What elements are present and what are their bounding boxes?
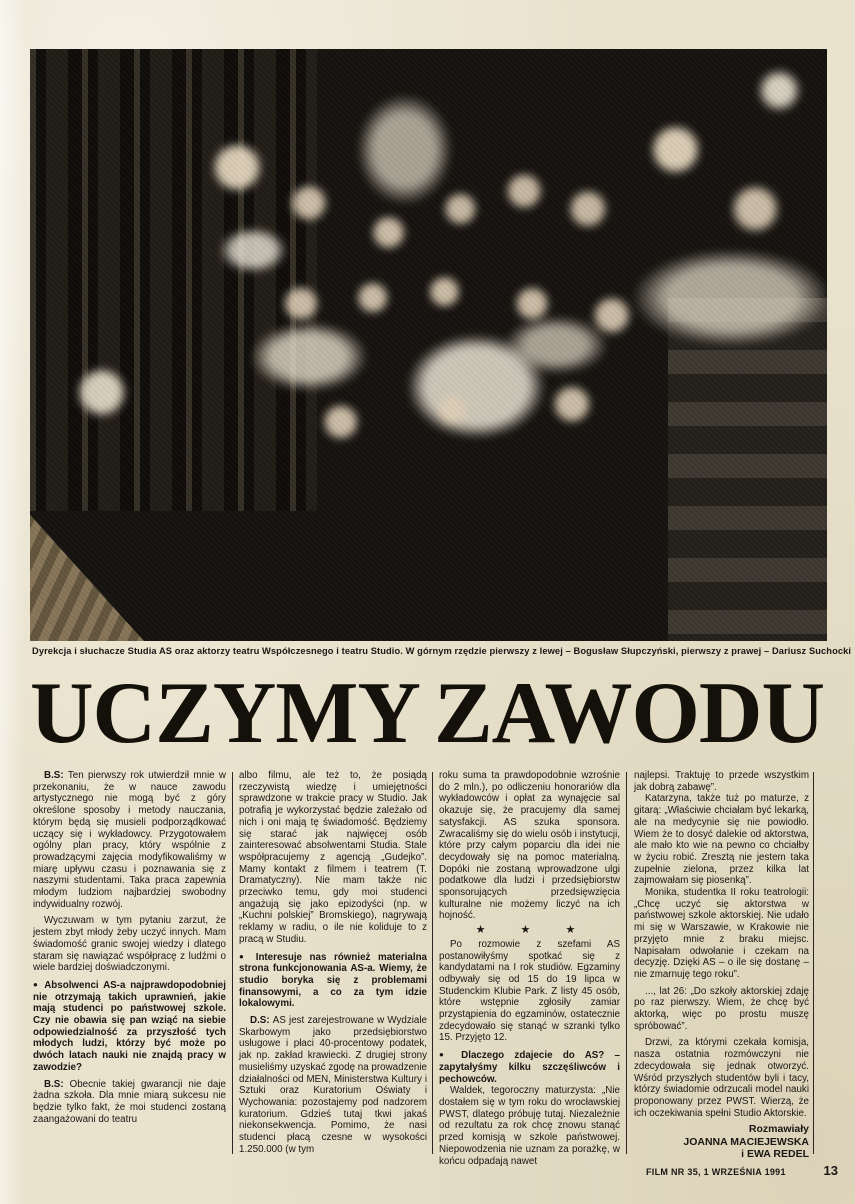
page-number: 13 xyxy=(823,1163,838,1178)
body-paragraph: Po rozmowie z szefami AS postanowiłyśmy spotkać się z kandydatami na I rok studiów. Egzaminy odbywały się od 15 do 19 lipca w Studenckim Klubie Park. Z listy 45 osób, które wstępnie zgłosiły zamiar przystąpienia do egzaminów, ostatecznie zdecydowało się stanąć w szranki tylko 15. Przyjęto 12. xyxy=(439,938,620,1044)
speaker-label: B.S: xyxy=(44,1078,70,1090)
article-column xyxy=(239,770,427,1156)
body-paragraph: B.S: Ten pierwszy rok utwierdził mnie w przekonaniu, że w nauce zawodu artystycznego nie mogą być z góry określone sposoby i metody nauczania, którym będą się musieli podporządkować uczący się i wykładowcy. Przygotowałem ogólny plan pracy, który wspólnie z prowadzącymi zajęcia modyfikowaliśmy w miarę upływu czasu i poznawania się z naszymi studentami. Taka praca zapewnia młodym ludziom najbardziej swobodny indywidualny rozwój. xyxy=(33,770,226,910)
byline: Rozmawiały JOANNA MACIEJEWSKA i EWA REDEL xyxy=(683,1123,809,1161)
body-paragraph: albo filmu, ale też to, że posiądą rzeczywistą wiedzę i umiejętności sprawdzone w trakcie pracy w Studio. Jak potrafią je wykorzystać będzie zależało od nich i oni mają tę świadomość. Będziemy się starać jak najwięcej osób zainteresować absolwentami Studia. Stale współpracujemy z agencją „Gudejko”. Mamy kontakt z filmem i teatrem (T. Dramatyczny). Nie mam także nic przeciwko temu, gdy moi studenci angażują się jako epizodyści (np. w „Kuchni polskiej” Bromskiego), nagrywają reklamy w radiu, o ile nie koliduje to z pracą w Studiu. xyxy=(239,770,427,945)
speaker-label: B.S: xyxy=(44,770,68,781)
body-paragraph: ..., lat 26: „Do szkoły aktorskiej zdaję po raz pierwszy. Wiem, że chcę być aktorką, więc po prostu muszę spróbować”. xyxy=(634,985,809,1032)
body-paragraph: Drzwi, za którymi czekała komisja, nasza ostatnia rozmówczyni nie zdecydowała się jednak otworzyć. Wśród przyszłych studentów byli i tacy, którzy świadomie odrzucali model nauki proponowany przez PWST. Wierzą, że ich oczekiwania spełni Studio Aktorskie. xyxy=(634,1037,809,1119)
headline-word: ZAWODU xyxy=(433,665,824,762)
interview-question: ● Interesuje nas również materialna strona funkcjonowania AS-a. Wiemy, że studio boryka się z problemami finansowymi, a co za tym idzie lokalowymi. xyxy=(239,951,428,1010)
article-photo xyxy=(30,49,827,641)
bullet-icon: ● xyxy=(439,1050,462,1060)
stars-separator: ★ ★ ★ xyxy=(475,924,592,937)
body-paragraph: Waldek, tegoroczny maturzysta: „Nie dostałem się w tym roku do wrocławskiej PWST, dlatego próbuję tutaj. Niezależnie od rezultatu za rok chcę znowu stanąć przed komisją w szkole państwowej. Niepowodzenia nie uznam za porażkę, w końcu odpadają nawet xyxy=(439,1085,620,1167)
photo-grain xyxy=(30,49,827,641)
body-paragraph: Monika, studentka II roku teatrologii: „Chcę uczyć się aktorstwa w państwowej szkole aktorskiej. Nie udało mi się w Warszawie, w Krakowie nie przyjęto mnie z braku miejsc. Napisałam odwołanie i czekam na decyzję. Dzięki AS – o ile się dostanę – nie zmarnuję tego roku”. xyxy=(634,887,809,980)
column-divider xyxy=(813,772,814,1154)
column-divider xyxy=(232,772,233,1154)
article-column xyxy=(33,770,226,1125)
body-paragraph: D.S: AS jest zarejestrowane w Wydziale Skarbowym jako przedsiębiorstwo usługowe i płaci 40-procentowy podatek, jak np. zakład krawiecki. Z drugiej strony musieliśmy uzyskać zgodę na prowadzenie działalności od MEN, Ministerstwa Kultury i Sztuki oraz Kuratorium Oświaty i Wychowania: pozostajemy pod nadzorem kuratorium. Gdzieś tutaj tkwi jakaś niekonsekwencja. Pomimo, że nasi studenci płacą czesne w wysokości 1.250.000 (w tym xyxy=(239,1015,427,1155)
article-body xyxy=(33,770,815,1167)
column-divider xyxy=(626,772,627,1154)
column-divider xyxy=(432,772,433,1154)
page-title xyxy=(30,664,824,764)
body-paragraph: B.S: Obecnie takiej gwarancji nie daje żadna szkoła. Dla mnie miarą sukcesu nie będzie tylko fakt, że moi studenci zostaną zaangażowani do teatru xyxy=(33,1078,226,1125)
speaker-label: D.S: xyxy=(250,1015,273,1027)
interview-question: ● Dlaczego zdajecie do AS? – zapytałyśmy kilku szczęśliwców i pechowców. xyxy=(439,1050,620,1085)
issue-info: FILM NR 35, 1 WRZEŚNIA 1991 xyxy=(646,1167,786,1177)
body-paragraph: Wyczuwam w tym pytaniu zarzut, że jestem zbyt młody żeby uczyć innych. Mam świadomość granic swojej wiedzy i dlatego staram się nawiązać współpracę z ludźmi o wiele bardziej doświadczonymi. xyxy=(33,915,226,974)
article-column xyxy=(634,770,809,1161)
headline-word: UCZYMY xyxy=(30,665,420,762)
interview-question: ● Absolwenci AS-a najprawdopodobniej nie otrzymają takich uprawnień, jakie mają studenci po państwowej szkole. Czy nie obawia się pan wziąć na siebie odpowiedzialność za przyszłość tych młodych ludzi, którzy być może po dwóch latach nauki nie znajdą pracy w zawodzie? xyxy=(33,979,226,1073)
article-column xyxy=(439,770,620,1167)
body-paragraph: Katarzyna, także tuż po maturze, z gitarą: „Właściwie chciałam być lekarką, ale na medycynie się nie powiodło. Wiem że to dosyć dalekie od aktorstwa, ale mało kto wie na pewno co chciałby w życiu robić. Zresztą nie jestem taka zupełnie zielona, przez kilka lat zajmowałam się piosenką”. xyxy=(634,793,809,887)
bullet-icon: ● xyxy=(33,979,45,989)
bullet-icon: ● xyxy=(239,951,256,961)
page-footer xyxy=(646,1163,838,1178)
body-paragraph: roku suma ta prawdopodobnie wzrośnie do 2 mln.), po odliczeniu honorariów dla wykładowców i opłat za wynajęcie sal okazuje się, że pracujemy dla samej satysfakcji. AS szuka sponsora. Zwracaliśmy się do wielu osób i instytucji, które przy całym poparciu dla idei nie decydowały się na pomoc materialną. Dopóki nie zostaną wprowadzone ulgi podatkowe dla ludzi i przedsiębiorstw sponsorujących przedsięwzięcia kulturalne nie możemy liczyć na ich hojność. xyxy=(439,770,620,922)
photo-caption: Dyrekcja i słuchacze Studia AS oraz aktorzy teatru Współczesnego i teatru Studio. W górnym rzędzie pierwszy z lewej – Bogusław Słupczyński, pierwszy z prawej – Dariusz Suchocki xyxy=(32,646,852,656)
body-paragraph: najlepsi. Traktuję to przede wszystkim jak dobrą zabawę”. xyxy=(634,770,809,793)
